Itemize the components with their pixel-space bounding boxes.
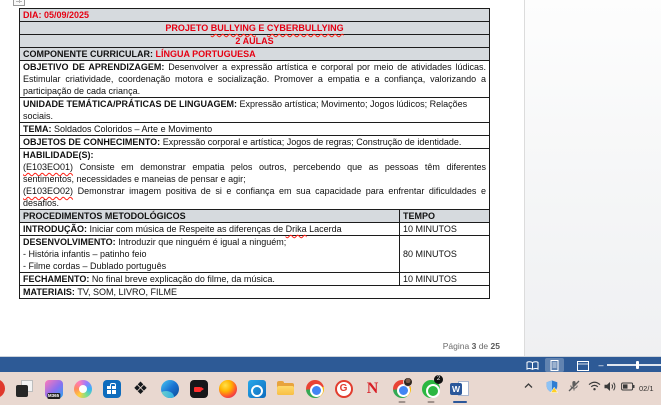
table-row[interactable] xyxy=(20,47,489,60)
table-row[interactable] xyxy=(20,148,489,209)
copilot-icon[interactable] xyxy=(73,379,92,398)
whatsapp-badge: 2 xyxy=(434,375,443,384)
introducao-label: INTRODUÇÃO: xyxy=(23,224,90,234)
tema-text: Soldados Coloridos – Arte e Movimento xyxy=(54,124,213,134)
habilidade-text: Consiste em demonstrar empatia pelos outros, percebendo que as pessoas têm diferentes sentimentos, necessidades e maneias de pensar e agir; xyxy=(23,162,486,184)
desktops-icon[interactable] xyxy=(15,379,34,398)
m365-copilot-icon[interactable] xyxy=(44,379,63,398)
desenvolvimento-label: DESENVOLVIMENTO: xyxy=(23,237,119,247)
desenvolvimento-item: - Filme cordas – Dublado português xyxy=(23,261,167,271)
procedimentos-header: PROCEDIMENTOS METODOLÓGICOS xyxy=(23,211,186,221)
chrome-profile-icon[interactable] xyxy=(392,379,411,398)
microsoft-store-icon[interactable] xyxy=(102,379,121,398)
table-row[interactable] xyxy=(20,122,489,135)
componente-value: LÍNGUA PORTUGUESA xyxy=(155,49,256,59)
tempo-value: 10 MINUTOS xyxy=(403,224,457,234)
materiais-label: MATERIAIS: xyxy=(23,287,78,297)
desenvolvimento-item: - História infantis – patinho feio xyxy=(23,249,147,259)
unidade-text: Expressão artística; Movimento; Jogos lúdicos; Relações sociais. xyxy=(23,99,468,121)
m365-badge: M365 xyxy=(47,393,60,398)
security-shield-icon[interactable] xyxy=(546,379,558,393)
spellcheck-word: BULLYING xyxy=(210,23,256,33)
dia-text: DIA: 05/09/2025 xyxy=(23,10,90,20)
materiais-text: TV, SOM, LIVRO, FILME xyxy=(77,287,178,297)
objetivo-label: OBJETIVO DE APRENDIZAGEM: xyxy=(23,62,169,72)
lesson-plan-table[interactable] xyxy=(19,8,490,299)
zoom-slider-thumb[interactable] xyxy=(636,361,639,369)
spellcheck-word: CYBERBULLYING xyxy=(266,23,344,33)
habilidade-label: HABILIDADE(S): xyxy=(23,150,94,160)
table-row[interactable] xyxy=(20,9,489,21)
objetos-label: OBJETOS DE CONHECIMENTO: xyxy=(23,137,163,147)
table-move-handle-icon[interactable] xyxy=(13,0,25,6)
habilidade-code: (E103EO01) xyxy=(23,162,74,172)
file-explorer-icon[interactable] xyxy=(276,379,295,398)
table-row[interactable] xyxy=(20,209,489,222)
habilidade-text: Demonstrar imagem positiva de si e confiança em sua capacidade para enfrentar dificuldades e desafios. xyxy=(23,186,486,208)
firefox-icon[interactable] xyxy=(218,379,237,398)
table-row[interactable] xyxy=(20,34,489,47)
table-row[interactable] xyxy=(20,285,489,298)
volume-icon[interactable] xyxy=(604,379,617,393)
tema-label: TEMA: xyxy=(23,124,54,134)
print-layout-icon[interactable] xyxy=(545,358,564,372)
taskbar-clock[interactable]: 02/1 xyxy=(639,384,654,393)
tempo-value: 10 MINUTOS xyxy=(403,274,457,284)
table-row[interactable]: DESENVOLVIMENTO: Introduzir que ninguém é igual a ninguém; - História infantis – patinho feio - Filme cordas – Dublado português 80 MINUTOS xyxy=(20,235,489,272)
objetos-text: Expressão corporal e artística; Jogos de regras; Construção de identidade. xyxy=(162,137,462,147)
componente-label: COMPONENTE CURRICULAR: xyxy=(23,49,156,59)
web-layout-icon[interactable] xyxy=(576,360,590,371)
table-row[interactable] xyxy=(20,135,489,148)
projeto-text: PROJETO xyxy=(165,23,211,33)
profile-avatar xyxy=(403,377,413,387)
read-mode-icon[interactable] xyxy=(525,360,539,371)
mic-muted-icon[interactable] xyxy=(568,379,580,393)
screen-recorder-icon[interactable] xyxy=(189,379,208,398)
windows-taskbar xyxy=(0,372,661,405)
cropped-taskbar-icon[interactable] xyxy=(0,379,5,398)
table-row[interactable] xyxy=(20,60,489,97)
edge-icon[interactable] xyxy=(160,379,179,398)
word-status-bar xyxy=(0,356,661,372)
netflix-icon[interactable]: N xyxy=(366,379,379,397)
dropbox-icon[interactable]: ❖ xyxy=(132,379,149,398)
unidade-label: UNIDADE TEMÁTICA/PRÁTICAS DE LINGUAGEM: xyxy=(23,99,240,109)
battery-icon[interactable] xyxy=(621,379,635,393)
chrome-icon[interactable] xyxy=(305,379,324,398)
chevron-up-icon[interactable] xyxy=(524,379,533,393)
zoom-out-button[interactable]: – xyxy=(598,360,604,370)
table-row[interactable] xyxy=(20,97,489,122)
document-canvas-background xyxy=(524,0,661,358)
tempo-value: 80 MINUTOS xyxy=(403,249,457,259)
whatsapp-icon[interactable] xyxy=(421,376,441,398)
objetivo-text: Desenvolver a expressão artística e corporal por meio de atividades lúdicas. Estimular criatividade, coordenação motora e socialização. Promover a empatia e a confiança, valorizando a participação de cada criança. xyxy=(23,62,487,96)
word-taskbar-icon[interactable]: W xyxy=(450,379,469,398)
fechamento-label: FECHAMENTO: xyxy=(23,274,92,284)
habilidade-code: (E103EO02) xyxy=(23,186,74,196)
zoom-slider[interactable] xyxy=(607,364,661,366)
red-app-icon xyxy=(0,379,5,398)
wifi-icon[interactable] xyxy=(588,379,601,393)
table-row[interactable]: FECHAMENTO: No final breve explicação do filme, da música. 10 MINUTOS xyxy=(20,272,489,285)
outlook-icon[interactable] xyxy=(247,379,266,398)
globoplay-icon[interactable]: G xyxy=(334,379,353,398)
tempo-header: TEMPO xyxy=(403,211,436,221)
active-app-indicator xyxy=(453,401,467,404)
table-row[interactable]: INTRODUÇÃO: Iniciar com música de Respeite as diferenças de Drika Lacerda 10 MINUTOS xyxy=(20,222,489,235)
aulas-text: 2 AULAS xyxy=(235,36,274,46)
page-number-footer: Página 3 de 25 xyxy=(442,341,500,351)
spellcheck-word: Drika xyxy=(285,224,307,234)
table-row[interactable]: PROJETO BULLYING E CYBERBULLYING xyxy=(20,21,489,34)
